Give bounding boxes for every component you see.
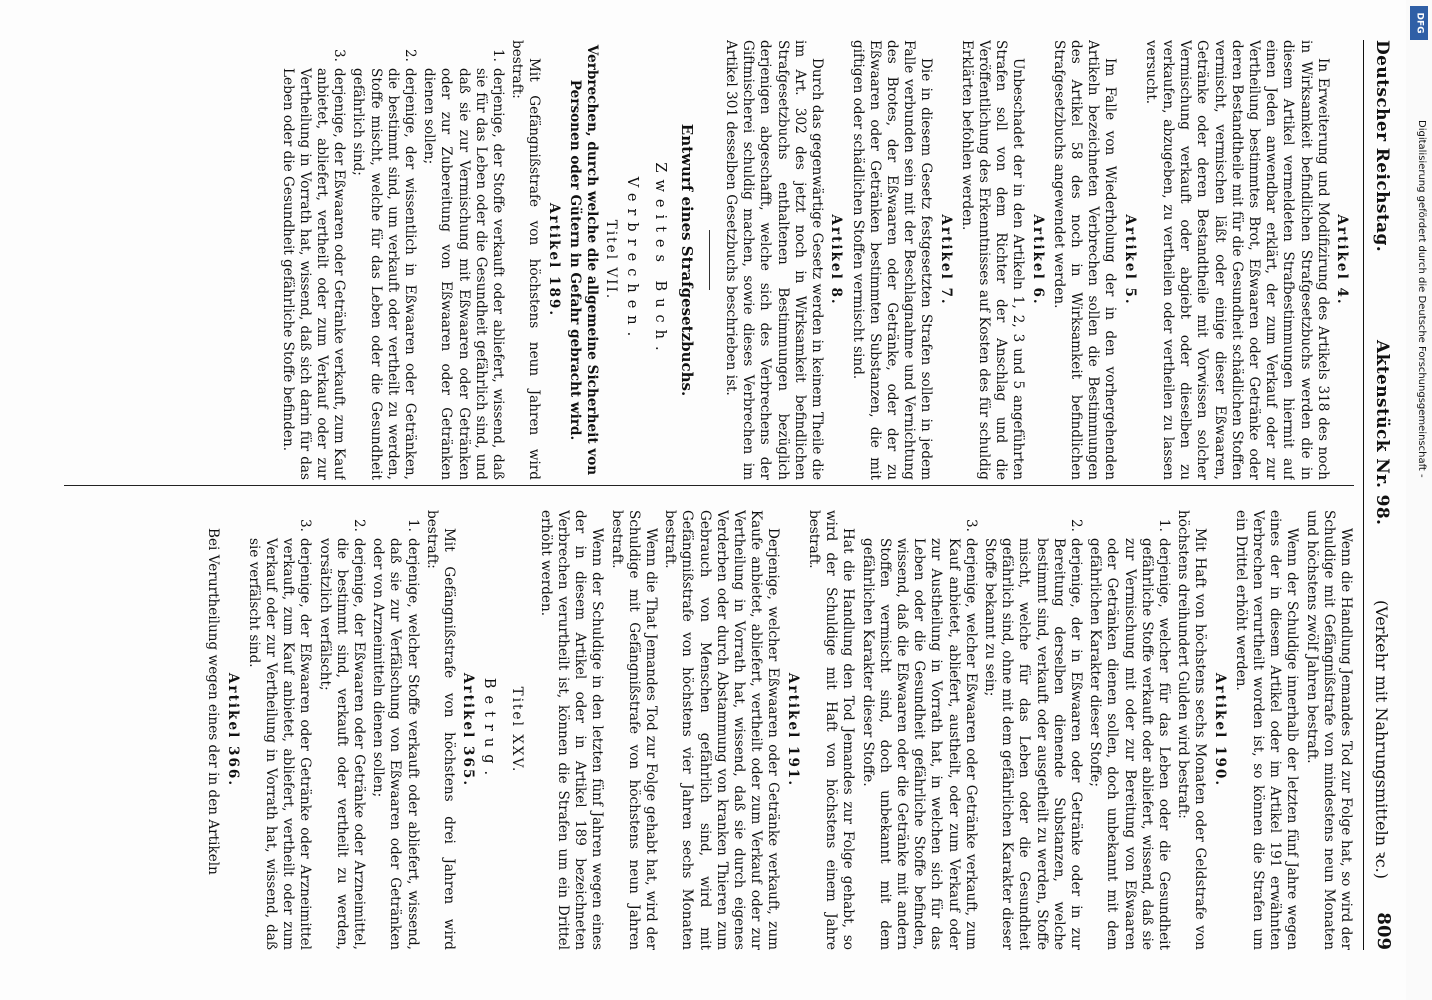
column-divider [64,485,1354,486]
article-189-continuation: Wenn die Handlung Jemandes Tod zur Folge hat, so wird der Schuldige mit Gefängnißstrafe von mindestens neun Monaten und höchstens zwölf Jahren bestraft. [1303,510,1354,950]
item-number: 3. [962,519,979,532]
article-5-text: Im Falle von Wiederholung der in den vorhergehenden Artikeln bezeichneten Verbrechen sollen die Bestimmungen des Artikel 58 des noch in Wirksamkeit befindlichen Strafgesetzbuchs angewendet werden. [1050,40,1119,480]
item-number: 2. [1067,519,1084,532]
list-item [858,510,978,950]
list-item [315,510,367,950]
article-8-text: Durch das gegenwärtige Gesetz werden in keinem Theile die im Art. 302 des jetzt noch in Wirksamkeit befindlichen Strafgesetzbuchs enthaltenen Bestimmungen bezüglich derjenigen abgeschafft, welche sich des Verbrechens der Giftmischerei schuldig machen, sowie dieses Verbrechen im Artikel 301 desselben Gesetzbuchs beschrieben ist. [723,40,826,480]
article-190-intro: Mit Haft von höchstens sechs Monaten oder Geldstrafe von höchstens dreihundert Gulden wird bestraft: [1175,510,1209,950]
article-190-outro: Hat die Handlung den Tod Jemandes zur Folge gehabt, so wird der Schuldige mit Haft von höchstens einem Jahre bestraft. [805,510,857,950]
list-item [420,40,506,480]
item-number: 2. [402,49,419,62]
article-5-title: Artikel 5. [1121,214,1138,306]
list-item [349,40,418,480]
item-text: derjenige, der Eßwaaren oder Getränke oder Arzneimittel, die bestimmt sind, verkauft oder vertheilt zu werden, vorsätzlich verfälscht; [316,538,368,950]
title-xxv: Titel XXV. [508,686,525,774]
right-column [64,510,1354,950]
article-189-intro: Mit Gefängnißstrafe von höchstens neun Jahren wird bestraft: [509,40,543,480]
article-191-text-3: Wenn der Schuldige in den letzten fünf Jahren wegen eines der in diesem Artikel oder in Artikel 189 bezeichneten Verbrechen verurtheilt ist, können die Strafen um ein Drittel erhöht werden. [537,510,606,950]
item-number: 1. [1155,519,1172,532]
digitization-credit: Digitalisierung gefördert durch die Deutsche Forschungsgemeinschaft - [1416,120,1427,478]
item-text: derjenige, welcher für das Leben oder die Gesundheit gefährliche Stoffe verkauft oder abliefert, wissend, daß sie zur Vermischung mit oder zur Bereitung von Eßwaaren oder Getränken dienen sollen, doch unbekannt mit dem gefährlichen Karakter dieser Stoffe; [1087,538,1172,950]
article-190-title: Artikel 190. [1211,672,1228,788]
item-text: derjenige, welcher Stoffe verkauft oder abliefert, wissend, daß sie zur Verfälschung von Eßwaaren oder Getränken oder von Arzneimitteln dienen sollen; [370,538,421,950]
item-number: 3. [297,519,314,532]
item-text: derjenige, der Eßwaaren oder Getränke oder Arzneimittel verkauft, zum Kauf anbietet, abliefert, vertheilt oder zum Verkauf oder zur Vertheilung in Vorrath hat, wissend, daß sie verfälscht sind. [245,538,314,950]
crimes-title: Verbrechen. [624,176,641,344]
article-7-text: Die in diesem Gesetz festgesetzten Strafen sollen in jedem Falle verbunden sein mit der Beschlagnahme und Vernichtung des Brotes, der Eßwaaren oder Getränke, oder der zu Eßwaaren oder Getränken bestimmten Substanzen, die mit giftigen oder schädlichen Stoffen vermischt sind. [849,40,935,480]
header-subject: (Verkehr mit Nahrungsmitteln ꝛc.) [1372,600,1391,880]
list-item [369,510,421,950]
dfg-logo [1410,6,1428,40]
header-left: Deutscher Reichstag. [1372,40,1392,253]
list-item [278,40,347,480]
item-number: 2. [351,519,368,532]
item-text: derjenige, der wissentlich in Eßwaaren oder Getränken, die bestimmt sind, um verkauft oder vertheilt zu werden, Stoffe mischt, welche für das Leben oder die Gesundheit gefährlich sind; [350,68,419,480]
header-document-number: Aktenstück Nr. 98. [1372,340,1392,526]
list-item [245,510,314,950]
article-8-title: Artikel 8. [828,214,845,306]
title-vii: Titel VII. [603,219,620,301]
article-365-intro: Mit Gefängnißstrafe von höchstens drei Jahren wird bestraft: [423,510,458,950]
item-text: derjenige, welcher Eßwaaren oder Getränke verkauft, zum Kauf anbietet, abliefert, austheilt, oder zum Verkauf oder zur Austheilung in Vorrath hat, in welchen sich für das Leben oder die Gesundheit gefährliche Stoffe befinden, wissend, daß die Eßwaaren oder die Getränke mit andern Stoffen vermischt sind, doch unbekannt mit dem gefährlichen Karakter dieser Stoffe. [859,538,979,950]
article-366-title: Artikel 366. [224,672,241,788]
item-text: derjenige, der in Eßwaaren oder Getränke oder in zur Bereitung derselben dienende Substanzen, welche bestimmt sind, verkauft oder ausgetheilt zu werden, Stoffe mischt, welche für das Leben oder die Gesundheit gefährlich sind, ohne mit dem gefährlichen Karakter dieser Stoffe bekannt zu sein; [981,538,1084,950]
article-189-title: Artikel 189. [545,202,562,318]
article-4-text: In Erweiterung und Modifizirung des Artikels 318 des noch in Wirksamkeit befindlichen Strafgesetzbuchs werden die in diesem Artikel vermeldeten Strafbestimmungen hiermit auf einen Jeden anwendbar erklärt, der zum Verkauf oder zur Vertheilung bestimmtes Brot, Eßwaaren oder Getränke oder deren Bestandtheile mit für die Gesundheit schädlichen Stoffen vermischt, vermischen läßt oder einige dieser Eßwaaren, Getränke oder deren Bestandtheile mit Vorwissen solcher Vermischung verkauft oder abgiebt oder dieselben zu verkaufen, abzugeben, zu vertheilen oder vertheilen zu lassen versucht. [1142,40,1331,480]
article-365-title: Artikel 365. [460,672,477,788]
article-6-text: Unbeschadet der in den Artikeln 1, 2, 3 und 5 angeführten Strafen soll von dem Richter der Anschlag und die Veröffentlichung des Erkenntnisses auf Kosten des für schuldig Erklärten befohlen werden. [958,40,1027,480]
article-191-text-2: Wenn die That Jemandes Tod zur Folge gehabt hat, wird der Schuldige mit Gefängnißstrafe von höchstens neun Jahren bestraft. [608,510,660,950]
book-title: Zweites Buch. [651,162,668,358]
page-number: 809 [1373,912,1394,950]
fraud-title: Betrug. [481,677,498,783]
item-number: 1. [404,519,421,532]
list-item [981,510,1084,950]
item-text: derjenige, der Stoffe verkauft oder abliefert, wissend, daß sie für das Leben oder die Gesundheit gefährlich sind, und daß sie zur Vermischung mit Eßwaaren oder Getränken oder zur Zubereitung von Eßwaaren oder Getränken dienen sollen; [421,68,507,480]
draft-code-title: Entwurf eines Strafgesetzbuchs. [677,123,696,397]
article-191-title: Artikel 191. [784,672,801,788]
article-366-text: Bei Verurtheilung wegen eines der in den Artikeln [205,528,222,875]
item-text: derjenige, der Eßwaaren oder Getränke verkauft, zum Kauf anbietet, abliefert, vertheilt oder zum Verkauf oder zur Vertheilung in Vorrath hat, wissend, daß sich darin für das Leben oder die Gesundheit gefährliche Stoffe befinden. [279,68,348,480]
running-header [1363,40,1394,950]
left-column [64,40,1354,480]
article-189-continuation-2: Wenn der Schuldige innerhalb der letzten fünf Jahre wegen eines der in diesem Artikel oder im Artikel 191 erwähnten Verbrechen verurtheilt worden ist, so können die Strafen um ein Drittel erhöht werden. [1232,510,1301,950]
article-6-title: Artikel 6. [1029,214,1046,306]
article-7-title: Artikel 7. [937,214,954,306]
list-item [1086,510,1172,950]
dfg-logo-text: DFG [1414,12,1425,34]
item-number: 1. [490,49,507,62]
title-vii-subtitle: Verbrechen, durch welche die allgemeine Sicherheit von Personen oder Gütern in Gefahr gebracht wird. [566,44,601,476]
article-4-title: Artikel 4. [1334,214,1350,306]
item-number: 3. [331,49,348,62]
article-191-text: Derjenige, welcher Eßwaaren oder Getränke verkauft, zum Kaufe anbietet, abliefert, vertheilt oder zum Verkauf oder zur Vertheilung in Vorrath hat, wissend, daß sie durch eigenes Verderben oder durch Abstammung von kranken Thieren zum Gebrauch von Menschen gefährlich sind, wird mit Gefängnißstrafe von höchstens vier Jahren sechs Monaten bestraft. [662,510,782,950]
section-divider [709,230,710,290]
